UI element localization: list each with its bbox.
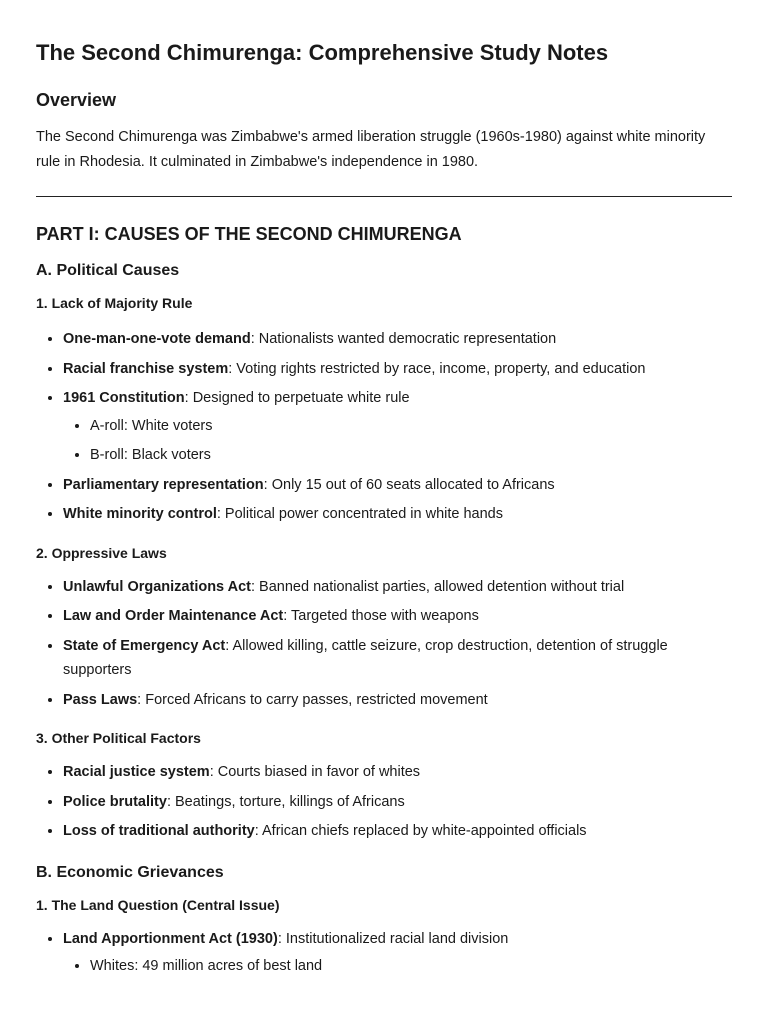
list-item-text: : Allowed killing, cattle seizure, crop destruction, detention of struggle supporters — [63, 637, 668, 678]
list-item — [63, 604, 732, 629]
list-item-text: : Designed to perpetuate white rule — [184, 390, 410, 406]
list-item — [63, 634, 732, 683]
economic-grievances-heading: B. Economic Grievances — [36, 863, 224, 881]
sub-list-item: • Whites: 49 million acres of best land — [90, 954, 732, 979]
list-item-term: 1961 Constitution — [63, 390, 185, 406]
list-item-text: : Forced Africans to carry passes, restricted movement — [137, 691, 488, 708]
list-item — [63, 575, 732, 600]
majority-rule-list — [36, 327, 732, 527]
list-item-term: White minority control — [63, 506, 217, 522]
list-item-term: Loss of traditional authority — [63, 823, 255, 839]
list-item — [63, 790, 732, 815]
sub-list — [63, 414, 732, 468]
list-item-text: : Banned nationalist parties, allowed detention without trial — [250, 578, 625, 595]
list-item — [63, 473, 732, 498]
list-item-term: Pass Laws — [63, 691, 138, 708]
list-item-term: State of Emergency Act — [63, 637, 226, 654]
list-item-term: Land Apportionment Act (1930) — [63, 930, 278, 947]
list-item-text: : African chiefs replaced by white-appointed officials — [254, 823, 587, 839]
sub-list-item: • B-roll: Black voters — [90, 443, 732, 468]
list-item-term: One-man-one-vote demand — [63, 331, 251, 347]
list-item-text: : Only 15 out of 60 seats allocated to Africans — [263, 476, 555, 493]
oppressive-laws-heading: 2. Oppressive Laws — [36, 544, 167, 561]
political-causes-heading: A. Political Causes — [36, 262, 180, 279]
land-question-heading: 1. The Land Question (Central Issue) — [36, 896, 280, 913]
list-item-text: : Targeted those with weapons — [283, 608, 479, 624]
list-item-term: Law and Order Maintenance Act — [63, 608, 284, 624]
land-question-list — [36, 927, 732, 979]
list-item — [63, 760, 732, 785]
list-item — [63, 688, 732, 713]
list-item — [63, 386, 732, 468]
other-factors-heading: 3. Other Political Factors — [36, 730, 201, 746]
part1-heading: PART I: CAUSES OF THE SECOND CHIMURENGA — [36, 224, 462, 244]
list-item-term: Parliamentary representation — [63, 476, 264, 493]
list-item-text: : Courts biased in favor of whites — [209, 764, 421, 780]
list-item-text: : Institutionalized racial land division — [277, 930, 509, 947]
other-factors-list — [36, 760, 732, 844]
list-item — [63, 502, 732, 527]
sub-list — [63, 954, 732, 979]
list-item-text: : Beatings, torture, killings of Africans — [166, 793, 405, 810]
list-item-text: : Voting rights restricted by race, income, property, and education — [228, 360, 646, 377]
list-item-text: : Nationalists wanted democratic representation — [250, 331, 557, 347]
majority-rule-heading: 1. Lack of Majority Rule — [36, 295, 193, 311]
section-divider — [36, 196, 732, 197]
list-item — [63, 357, 732, 382]
overview-text: The Second Chimurenga was Zimbabwe's armed liberation struggle (1960s-1980) against white minority rule in Rhodesia. It culminated in Zimbabwe's independence in 1980. — [36, 129, 706, 170]
list-item — [63, 819, 732, 844]
list-item-term: Unlawful Organizations Act — [63, 578, 251, 595]
sub-list-item: • A-roll: White voters — [90, 414, 732, 439]
list-item — [63, 327, 732, 352]
list-item-term: Racial justice system — [63, 764, 210, 780]
overview-heading: Overview — [36, 90, 117, 110]
list-item — [63, 927, 732, 979]
page-title: The Second Chimurenga: Comprehensive Study Notes — [36, 40, 609, 65]
oppressive-laws-list — [36, 575, 732, 713]
list-item-term: Racial franchise system — [63, 360, 229, 377]
list-item-term: Police brutality — [63, 793, 167, 810]
list-item-text: : Political power concentrated in white hands — [216, 506, 503, 522]
